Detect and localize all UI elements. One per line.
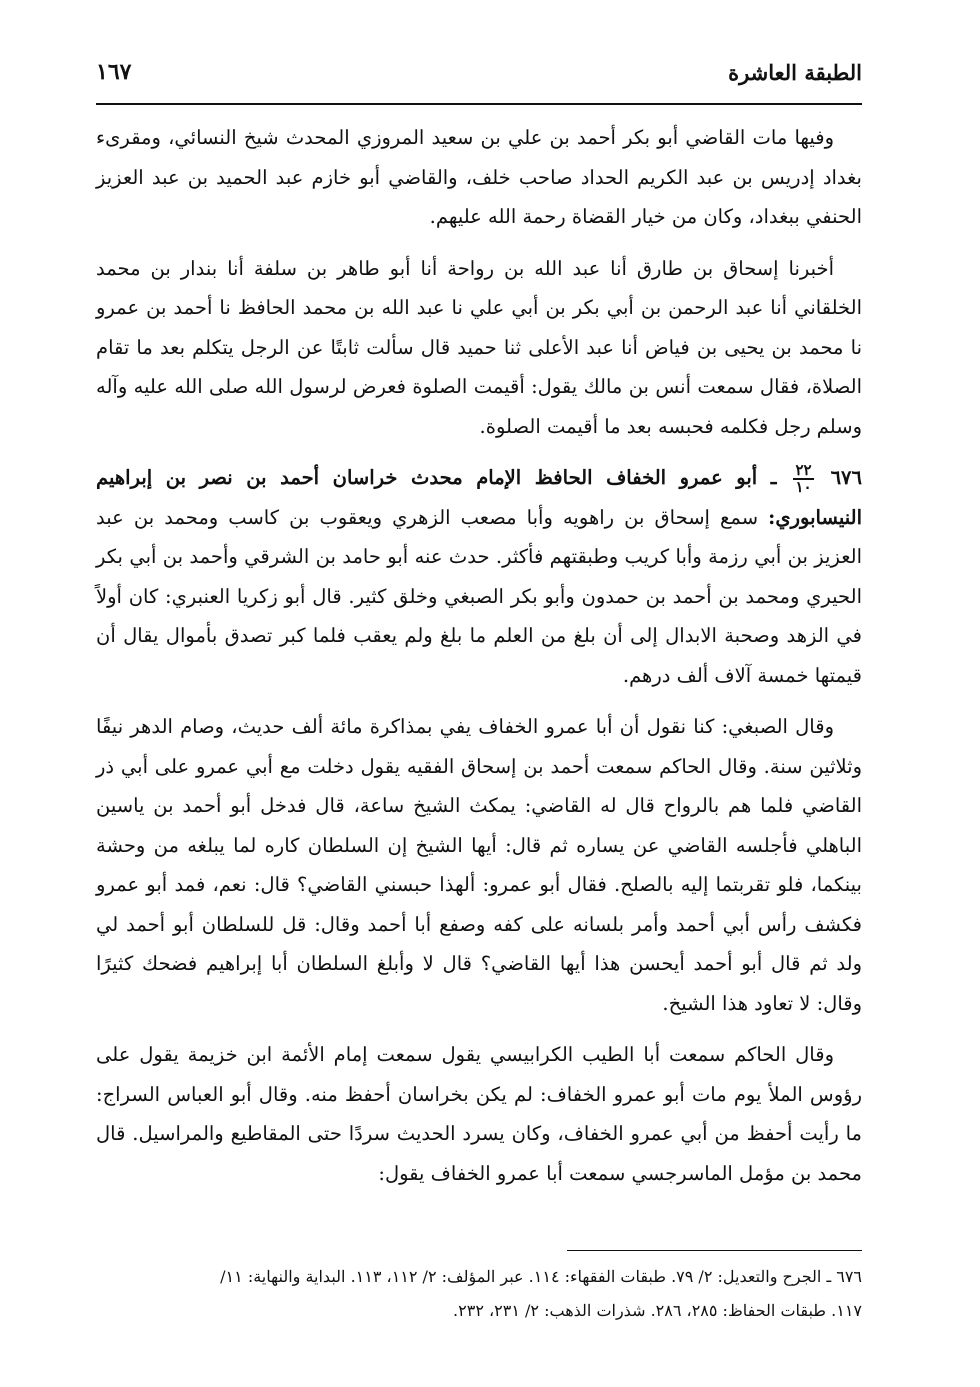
paragraph-hadith-chain: أخبرنا إسحاق بن طارق أنا عبد الله بن رواحة أنا أبو طاهر بن سلفة أنا بندار بن محمد الخلقاني أنا عبد الرحمن بن أبي بكر بن أبي علي نا عبد الله بن محمد الحافظ نا أحمد بن عمرو نا محمد بن يحيى بن فياض أنا عبد الأعلى ثنا حميد قال سألت ثابتًا عن الرجل يتكلم بعد ما تقام الصلاة، فقال سمعت أنس بن مالك يقول: أقيمت الصلوة فعرض لرسول الله صلى الله عليه وآله وسلم رجل فكلمه فحبسه بعد ما أقيمت الصلوة. — [96, 256, 862, 438]
page-number: ١٦٧ — [96, 59, 132, 85]
footnote-line: ٦٧٦ ـ الجرح والتعديل: ٢/ ٧٩. طبقات الفقهاء: ١١٤. عبر المؤلف: ٢/ ١١٢، ١١٣. البداية والنهاية: ١١/ — [220, 1267, 862, 1286]
entry-text: سمع إسحاق بن راهويه وأبا مصعب الزهري ويعقوب بن كاسب ومحمد بن عبد العزيز بن أبي رزمة وأبا كريب وطبقتهم فأكثر. حدث عنه أبو حامد بن الشرقي وأحمد بن أبي بكر الحيري ومحمد بن أحمد بن حمدون وأبو بكر الصبغي وخلق كثير. قال أبو زكريا العنبري: كان أولاً في الزهد وصحبة الابدال إلى أن بلغ من العلم ما بلغ ولم يعقب فلما كبر تصدق بأموال يقال أن قيمتها خمسة آلاف ألف درهم. — [96, 505, 862, 687]
running-title: الطبقة العاشرة — [728, 59, 862, 85]
entry-heading: ـ أبو عمرو الخفاف الحافظ الإمام محدث خراسان أحمد بن نصر بن إبراهيم النيسابوري: — [96, 466, 862, 529]
footnotes — [96, 1260, 862, 1328]
footnote-line: ١١٧. طبقات الحفاظ: ٢٨٥، ٢٨٦. شذرات الذهب: ٢/ ٢٣١، ٢٣٢. — [453, 1301, 862, 1320]
header-divider — [96, 103, 862, 105]
paragraph-sabghi: وقال الصبغي: كنا نقول أن أبا عمرو الخفاف يفي بمذاكرة مائة ألف حديث، وصام الدهر نيفًا وثلاثين سنة. وقال الحاكم سمعت أحمد بن إسحاق الفقيه يقول دخلت مع أبي عمرو على أبي ذر القاضي فلما هم بالرواح قال له القاضي: يمكث الشيخ ساعة، قال فدخل أبو أحمد بن ياسين الباهلي فأجلسه القاضي عن يساره ثم قال: أيها الشيخ إن السلطان كاره لما يبلغه من وحشة بينكما، فلو تقربتما إليه بالصلح. فقال أبو عمرو: ألهذا حبسني القاضي؟ قال: نعم، فمد أبو عمرو فكشف رأس أبي أحمد وأمر بلسانه على كفه وصفع أبا أحمد وقال: قل للسلطان أبو أحمد لي ولد ثم قال أبو أحمد أيحسن هذا أيها القاضي؟ قال لا وأبلغ السلطان أبا إبراهيم فضحك كثيرًا وقال: لا تعاود هذا الشيخ. — [96, 715, 862, 1015]
main-text — [96, 118, 862, 1193]
fraction-numerator: ٢٢ — [795, 460, 812, 479]
page-header — [96, 52, 862, 92]
paragraph-deaths: وفيها مات القاضي أبو بكر أحمد بن علي بن سعيد المروزي المحدث شيخ النسائي، ومقرىء بغداد إدريس بن عبد الكريم الحداد صاحب خلف، والقاضي أبو خازم عبد الحميد بن عبد العزيز الحنفي ببغداد، وكان من خيار القضاة رحمة الله عليهم. — [96, 126, 862, 228]
fraction-denominator: ١٠ — [795, 477, 812, 496]
paragraph-hakim: وقال الحاكم سمعت أبا الطيب الكرابيسي يقول سمعت إمام الأئمة ابن خزيمة يقول على رؤوس الملأ يوم مات أبو عمرو الخفاف: لم يكن بخراسان أحفظ منه. وقال أبو العباس السراج: ما رأيت أحفظ من أبي عمرو الخفاف، وكان يسرد الحديث سردًا حتى المقاطيع والمراسيل. قال محمد بن مؤمل الماسرجسي سمعت أبا عمرو الخفاف يقول: — [96, 1043, 862, 1185]
entry-number: ٦٧٦ — [830, 466, 862, 489]
footnote-divider — [567, 1250, 862, 1251]
entry-fraction — [793, 460, 813, 496]
biography-entry — [96, 458, 862, 695]
